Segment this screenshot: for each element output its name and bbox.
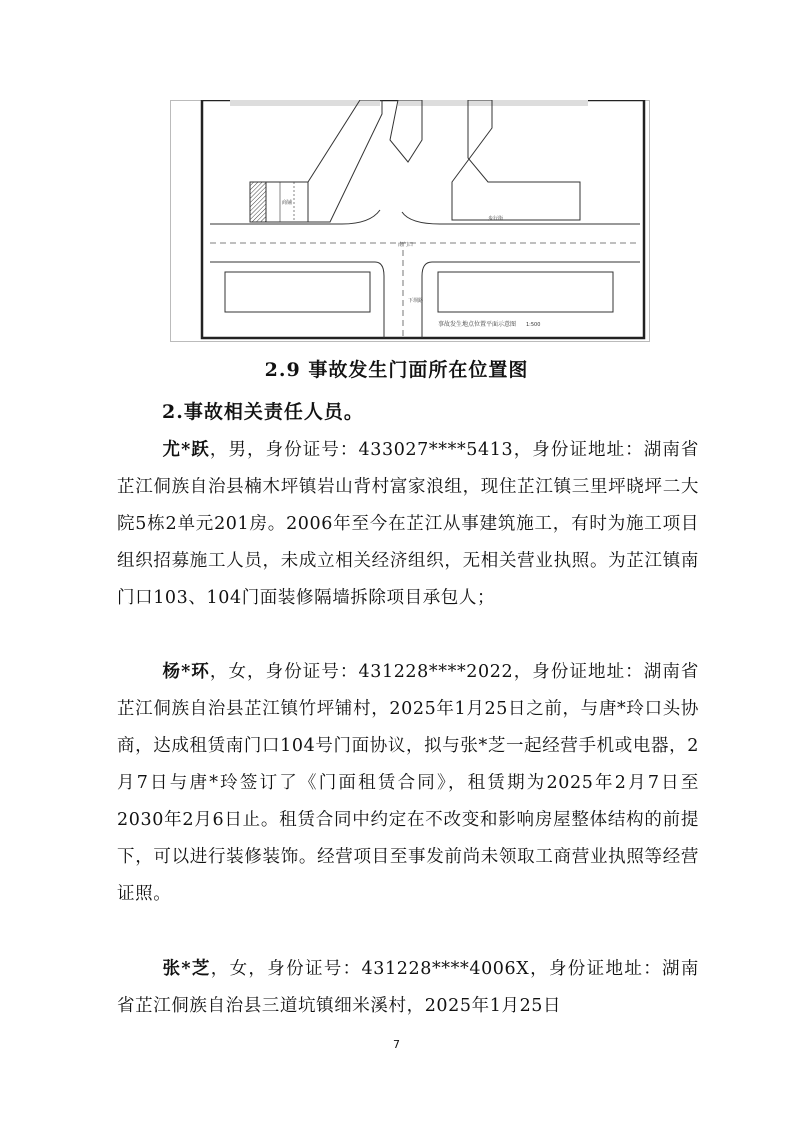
location-plan-drawing xyxy=(170,100,650,342)
map-label-step-street: 步行街 xyxy=(488,216,504,222)
figure-caption: 2.9 事故发生门面所在位置图 xyxy=(264,359,529,381)
section-heading: 2.事故相关责任人员。 xyxy=(162,401,364,423)
person-name: 尤*跃 xyxy=(162,440,210,460)
map-label-shop: 商铺 xyxy=(282,200,293,206)
map-scale: 1:500 xyxy=(526,322,541,328)
person-details: ，女，身份证号：431228****4006X，身份证地址：湖南省芷江侗族自治县三道坑镇细米溪村，2025年1月25日 xyxy=(117,959,700,1016)
person-details: ，男，身份证号：433027****5413，身份证地址：湖南省芷江侗族自治县楠木坪镇岩山背村富家浪组，现住芷江镇三里坪晓坪二大院5栋2单元201房。2006年至今在芷江从事建筑施工，有时为施工项目组织招募施工人员，未成立相关经济组织，无相关营业执照。为芷江镇南门口103、104门面装修隔墙拆除项目承包人； xyxy=(117,440,700,608)
map-label-south-gate: 南门口 xyxy=(398,242,414,248)
person-details: ，女，身份证号：431228****2022，身份证地址：湖南省芷江侗族自治县芷江镇竹坪铺村，2025年1月25日之前，与唐*玲口头协商，达成租赁南门口104号门面协议，拟与张*芝一起经营手机或电器，2月7日与唐*玲签订了《门面租赁合同》，租赁期为2025年2月7日至2030年2月6日止。租赁合同中约定在不改变和影响房屋整体结构的前提下，可以进行装修装饰。经营项目至事发前尚未领取工商营业执照等经营证照。 xyxy=(117,662,700,904)
person-paragraph-2 xyxy=(117,654,699,913)
accident-location-map xyxy=(170,100,650,342)
person-paragraph-3 xyxy=(117,951,699,1025)
map-title: 事故发生地点位置平面示意图 xyxy=(438,321,517,328)
person-name: 杨*环 xyxy=(162,662,210,682)
person-paragraph-1 xyxy=(117,432,699,617)
person-name: 张*芝 xyxy=(162,959,211,979)
accident-shop-marker xyxy=(250,182,266,222)
page-number: 7 xyxy=(393,1038,400,1051)
map-label-down-road: 下坝路 xyxy=(408,298,424,304)
